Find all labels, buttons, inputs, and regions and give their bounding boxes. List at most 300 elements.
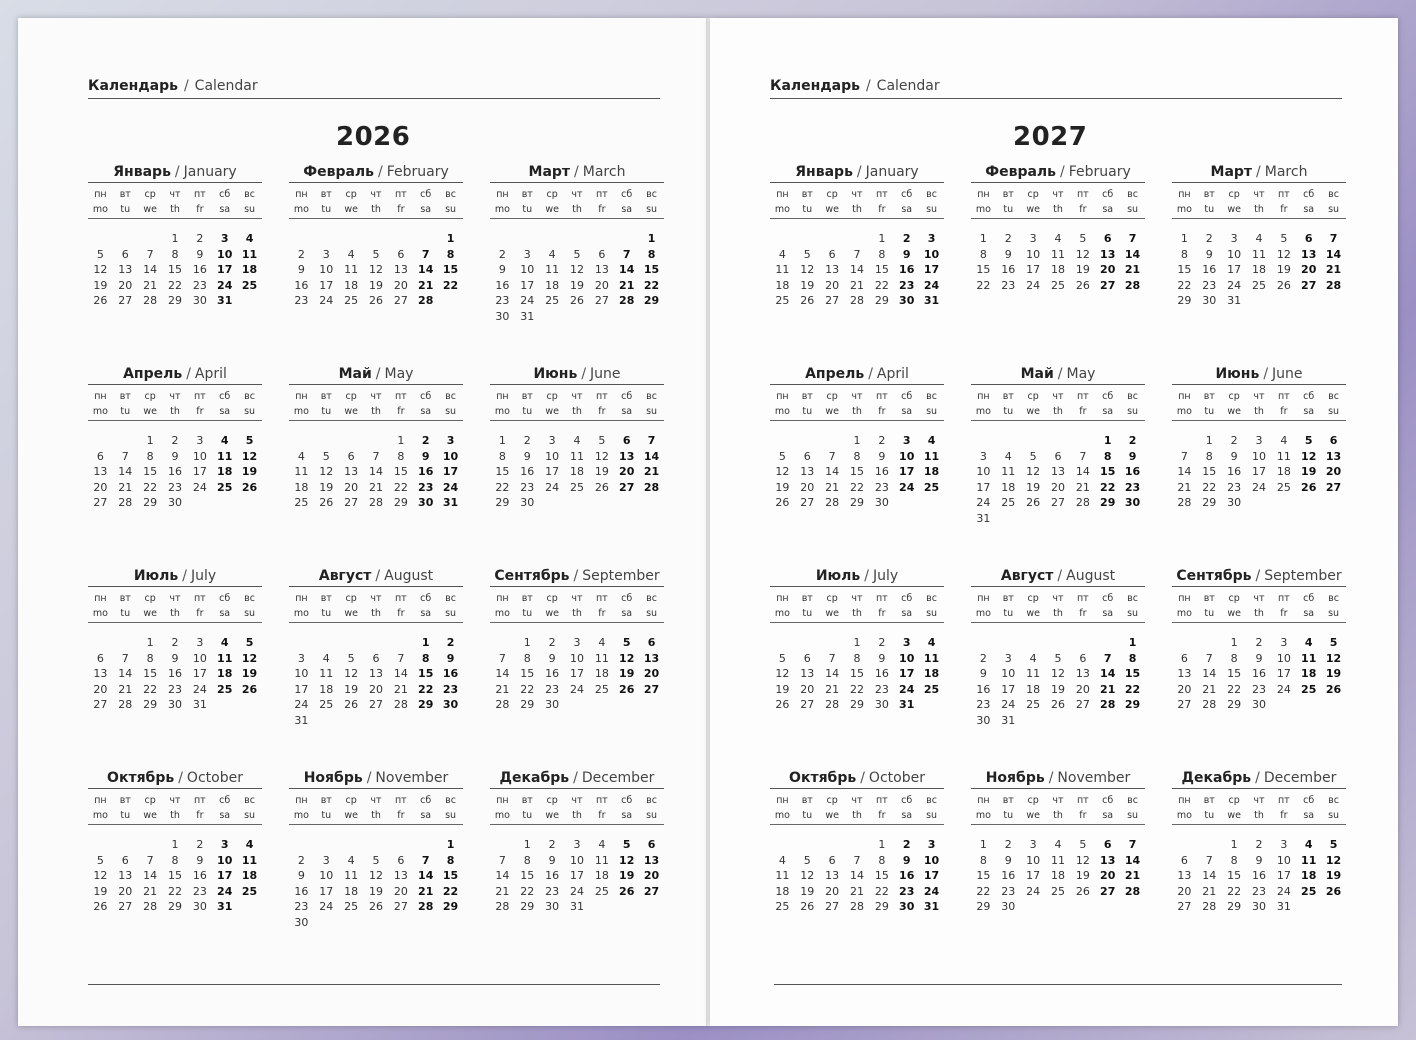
weekday-label-ru: ср [1027,593,1039,604]
weekday-label-en: tu [321,608,332,619]
day-number: 24 [569,682,584,696]
month-name-en: May [384,366,414,382]
day-number: 4 [297,449,305,463]
day-number: 7 [1103,651,1112,665]
day-number: 18 [319,682,334,696]
weekday-label-en: tu [802,406,813,417]
day-number: 5 [245,636,254,649]
day-number: 29 [976,900,991,913]
empty-day-cell [795,635,820,651]
day-number: 12 [800,263,815,276]
day-number: 28 [495,900,510,913]
weekday-label-en: sa [420,608,432,619]
weekday-label-en: th [1254,810,1264,821]
weekday-label-ru: вс [1328,795,1339,806]
weekday-label-ru: ср [144,189,156,200]
day-number: 4 [927,636,936,649]
empty-day-cell [540,231,565,247]
weekday-label-en: tu [522,810,533,821]
weekday-label-ru: пт [595,593,608,604]
day-number: 25 [923,480,940,494]
day-number: 30 [520,496,535,509]
day-number: 3 [322,247,330,261]
day-number: 26 [594,480,609,494]
weekday-label-ru: вт [1203,189,1215,200]
weekday-label-ru: чт [1052,795,1064,806]
weekday-label-en: th [371,406,381,417]
day-number: 29 [1177,294,1192,307]
month-title [490,566,664,587]
empty-day-cell [1172,433,1197,449]
day-number: 17 [192,667,207,680]
day-number: 1 [446,232,455,245]
weekday-label-en: tu [1204,810,1215,821]
weekday-label-ru: сб [621,593,633,604]
weekday-label-ru: ср [1228,189,1240,200]
day-number: 15 [1227,869,1242,882]
weekday-label-en: sa [621,406,633,417]
weekday-label-en: th [572,608,582,619]
day-number: 21 [1202,682,1217,696]
day-number: 27 [393,294,408,307]
day-number: 17 [1227,263,1242,276]
weekday-label-en: mo [774,810,790,821]
day-number: 4 [1304,838,1313,851]
weekday-label-ru: вт [320,391,332,402]
day-number: 16 [520,465,535,478]
empty-day-cell [770,433,795,449]
month-title [1172,162,1346,183]
weekday-label-ru: сб [901,391,913,402]
weekday-header [490,385,664,421]
weekday-label-ru: вт [521,795,533,806]
weekday-label-ru: сб [420,391,432,402]
day-number: 4 [220,434,229,447]
day-number: 25 [775,900,790,913]
day-number: 2 [297,247,305,261]
empty-day-cell [795,231,820,247]
weekday-label-en: su [1127,810,1139,821]
day-number: 15 [167,263,182,276]
empty-day-cell [364,433,389,449]
day-number: 24 [192,682,207,696]
weekday-label-en: tu [1204,406,1215,417]
weekday-label-ru: сб [621,795,633,806]
day-number: 27 [594,294,609,307]
day-number: 14 [495,667,510,680]
month-name-ru: Март [528,164,571,180]
day-number: 2 [1128,434,1137,447]
day-number: 28 [1325,278,1342,292]
day-number: 29 [167,294,182,307]
weekday-label-ru: вс [1328,189,1339,200]
day-number: 9 [171,449,179,463]
month-title [88,162,262,183]
day-number: 5 [778,449,786,463]
day-number: 15 [1100,465,1116,478]
day-number: 17 [569,667,584,680]
day-number: 15 [849,465,864,478]
day-number: 21 [393,682,408,696]
day-number: 21 [495,884,510,898]
day-number: 23 [899,884,915,898]
day-number: 22 [874,884,889,898]
day-number: 1 [647,232,656,245]
weekday-label-en: mo [774,406,790,417]
day-number: 22 [495,480,510,494]
day-number: 9 [1004,247,1012,261]
day-number: 27 [643,884,660,898]
empty-day-cell [490,231,515,247]
empty-day-cell [138,837,163,853]
day-number: 28 [143,900,158,913]
day-number: 29 [849,698,864,711]
day-number: 26 [1276,278,1291,292]
day-number: 22 [1100,480,1116,494]
day-number: 11 [775,263,790,276]
weekday-label-ru: вт [521,189,533,200]
day-number: 3 [297,651,305,665]
empty-day-cell [1046,433,1071,449]
weekday-label-ru: вс [926,593,937,604]
day-number: 5 [1054,651,1062,665]
day-number: 11 [775,869,790,882]
day-number: 17 [217,263,233,276]
weekday-label-ru: пн [1178,593,1191,604]
day-number: 6 [347,449,355,463]
weekday-label-ru: пт [1277,391,1290,402]
day-number: 7 [1180,449,1188,463]
weekday-label-ru: вт [801,391,813,402]
month-block [971,566,1145,768]
day-number: 23 [899,278,915,292]
day-number: 14 [825,465,840,478]
day-number: 16 [1227,465,1242,478]
day-number: 5 [778,651,786,665]
day-number: 25 [594,884,609,898]
day-number: 28 [118,698,133,711]
day-number: 26 [368,900,383,913]
year-grid-2027 [770,162,1346,970]
weekday-label-en: tu [522,204,533,215]
day-number: 12 [1075,853,1090,867]
day-number: 4 [1054,838,1062,851]
header-separator: / [865,78,871,94]
day-number: 15 [418,667,434,680]
day-number: 4 [347,247,355,261]
day-number: 15 [442,263,459,276]
day-number: 21 [849,278,864,292]
weekday-label-en: tu [1003,810,1014,821]
day-number: 11 [1026,667,1041,680]
day-number: 10 [1251,449,1266,463]
weekday-label-ru: пт [394,795,407,806]
day-number: 10 [520,263,535,276]
month-name-en: December [1263,770,1337,786]
empty-day-cell [1197,635,1222,651]
weekday-label-en: sa [219,406,231,417]
day-number: 15 [520,667,535,680]
weekday-label-ru: ср [1228,593,1240,604]
month-block [490,364,664,566]
month-title [88,566,262,587]
day-number: 25 [775,294,790,307]
weekday-label-ru: сб [420,189,432,200]
weekday-label-en: sa [219,608,231,619]
weekday-label-ru: пт [1277,593,1290,604]
day-number: 20 [1050,480,1065,494]
day-number: 31 [569,900,584,913]
day-number: 24 [294,698,309,711]
month-name-ru: Март [1210,164,1253,180]
weekday-label-ru: пт [394,391,407,402]
day-number: 17 [192,465,207,478]
day-number: 27 [825,900,840,913]
day-number: 21 [143,884,158,898]
day-number: 19 [800,884,815,898]
day-number: 15 [643,263,660,276]
weekday-header [1172,587,1346,623]
weekday-label-ru: пт [1277,189,1290,200]
weekday-label-en: su [1127,608,1139,619]
weekday-label-en: sa [1102,810,1114,821]
month-name-separator: / [378,164,383,180]
month-name-separator: / [375,366,381,382]
day-number: 18 [217,465,233,478]
day-number: 8 [853,651,861,665]
weekday-label-en: su [1127,204,1139,215]
weekday-label-en: su [646,608,658,619]
month-name-separator: / [375,568,381,584]
day-number: 11 [241,853,258,867]
month-title [971,768,1145,789]
day-grid [289,825,463,930]
day-number: 12 [93,263,108,276]
weekday-label-ru: пт [595,795,608,806]
month-name-separator: / [1255,770,1260,786]
empty-day-cell [795,433,820,449]
day-number: 20 [93,480,108,494]
day-number: 29 [1227,698,1242,711]
weekday-label-en: sa [420,406,432,417]
day-number: 5 [1304,434,1313,447]
month-block [971,768,1145,970]
day-number: 14 [495,869,510,882]
day-number: 13 [643,853,660,867]
weekday-label-ru: пн [94,189,107,200]
weekday-label-ru: сб [1303,189,1315,200]
day-number: 7 [622,247,631,261]
day-number: 8 [1205,449,1213,463]
weekday-label-ru: чт [370,795,382,806]
day-number: 24 [545,480,560,494]
day-number: 6 [1079,651,1087,665]
month-name-ru: Июль [133,568,179,584]
day-number: 14 [1075,465,1090,478]
day-number: 16 [192,869,207,882]
day-number: 18 [1026,682,1041,696]
month-name-ru: Апрель [805,366,865,382]
day-number: 9 [878,651,886,665]
weekday-label-ru: вс [445,795,456,806]
weekday-label-ru: чт [169,795,181,806]
day-number: 1 [146,434,154,447]
day-number: 30 [1227,496,1242,509]
day-number: 30 [192,294,207,307]
day-number: 14 [1202,667,1217,680]
weekday-label-en: fr [1079,406,1087,417]
day-number: 1 [1205,434,1213,447]
day-number: 8 [647,247,656,261]
empty-day-cell [820,231,845,247]
day-number: 23 [520,480,535,494]
day-number: 29 [520,900,535,913]
day-number: 22 [976,278,991,292]
day-number: 15 [849,667,864,680]
day-number: 14 [619,263,635,276]
day-number: 28 [825,698,840,711]
day-number: 2 [1255,636,1263,649]
day-number: 29 [1124,698,1141,711]
day-number: 9 [498,263,506,276]
day-number: 25 [344,900,359,913]
day-number: 2 [523,434,531,447]
weekday-header [770,385,944,421]
day-number: 5 [322,449,330,463]
weekday-label-en: tu [802,204,813,215]
day-number: 12 [1026,465,1041,478]
day-number: 18 [1251,263,1266,276]
month-title [1172,364,1346,385]
day-number: 24 [319,294,334,307]
day-number: 25 [1251,278,1266,292]
month-name-en: October [186,770,243,786]
weekday-label-ru: вт [801,189,813,200]
weekday-label-ru: вс [926,795,937,806]
day-number: 17 [976,480,991,494]
weekday-header [88,587,262,623]
day-number: 19 [319,480,334,494]
month-title [1172,566,1346,587]
day-number: 3 [1004,651,1012,665]
weekday-label-en: th [371,608,381,619]
day-number: 20 [643,869,660,882]
month-block [490,566,664,768]
day-number: 26 [241,682,258,696]
weekday-label-en: mo [92,810,108,821]
day-number: 1 [498,434,506,447]
weekday-label-en: we [545,608,559,619]
month-block [88,768,262,970]
month-title [770,364,944,385]
weekday-label-en: th [1053,406,1063,417]
day-number: 14 [1100,667,1116,680]
day-number: 4 [598,838,606,851]
day-number: 14 [1124,853,1141,867]
weekday-label-ru: ср [1027,391,1039,402]
day-number: 25 [1276,480,1291,494]
weekday-label-ru: вт [320,795,332,806]
day-number: 15 [520,869,535,882]
weekday-label-en: su [926,204,938,215]
day-number: 7 [853,853,861,867]
day-number: 22 [167,884,182,898]
day-number: 2 [1004,838,1012,851]
day-number: 6 [96,449,104,463]
day-number: 8 [523,853,531,867]
weekday-label-ru: чт [1253,391,1265,402]
day-number: 23 [294,900,309,913]
day-number: 23 [167,480,182,494]
day-number: 7 [1205,853,1213,867]
weekday-label-ru: вт [320,593,332,604]
weekday-label-ru: пн [496,795,509,806]
weekday-label-ru: пн [977,593,990,604]
weekday-label-ru: пт [394,593,407,604]
weekday-label-en: th [1053,810,1063,821]
weekday-label-en: su [1127,406,1139,417]
day-number: 13 [118,263,133,276]
day-number: 2 [878,636,886,649]
day-number: 21 [495,682,510,696]
day-number: 16 [545,869,560,882]
day-number: 12 [619,853,635,867]
day-number: 26 [619,682,635,696]
empty-day-cell [289,635,314,651]
weekday-label-en: sa [1102,608,1114,619]
month-name-separator: / [581,366,587,382]
day-grid [1172,421,1346,511]
weekday-label-en: sa [420,810,432,821]
day-number: 26 [241,480,258,494]
day-grid [88,219,262,309]
day-number: 9 [1255,651,1263,665]
day-number: 21 [825,480,840,494]
month-name-separator: / [574,164,579,180]
empty-day-cell [565,231,590,247]
day-number: 7 [372,449,380,463]
weekday-label-en: th [1053,204,1063,215]
day-grid [490,421,664,511]
day-number: 25 [923,682,940,696]
weekday-label-en: sa [1303,608,1315,619]
day-number: 3 [902,434,911,447]
day-number: 4 [1004,449,1012,463]
weekday-label-en: sa [420,204,432,215]
day-number: 2 [421,434,430,447]
day-number: 29 [1227,900,1242,913]
day-number: 5 [803,247,811,261]
day-number: 31 [442,496,459,509]
day-number: 11 [294,465,309,478]
weekday-label-ru: вс [1328,593,1339,604]
weekday-label-en: sa [901,810,913,821]
weekday-label-ru: чт [851,593,863,604]
day-number: 28 [495,698,510,711]
weekday-label-en: th [1254,406,1264,417]
month-name-separator: / [856,164,862,180]
weekday-label-ru: вт [119,795,131,806]
day-number: 16 [294,884,309,898]
day-number: 20 [594,278,609,292]
day-number: 8 [523,651,531,665]
weekday-label-en: mo [293,810,309,821]
weekday-label-ru: вс [1127,795,1138,806]
weekday-label-ru: пт [875,795,888,806]
weekday-label-ru: ср [546,593,558,604]
day-number: 25 [241,278,258,292]
day-number: 27 [118,900,133,913]
